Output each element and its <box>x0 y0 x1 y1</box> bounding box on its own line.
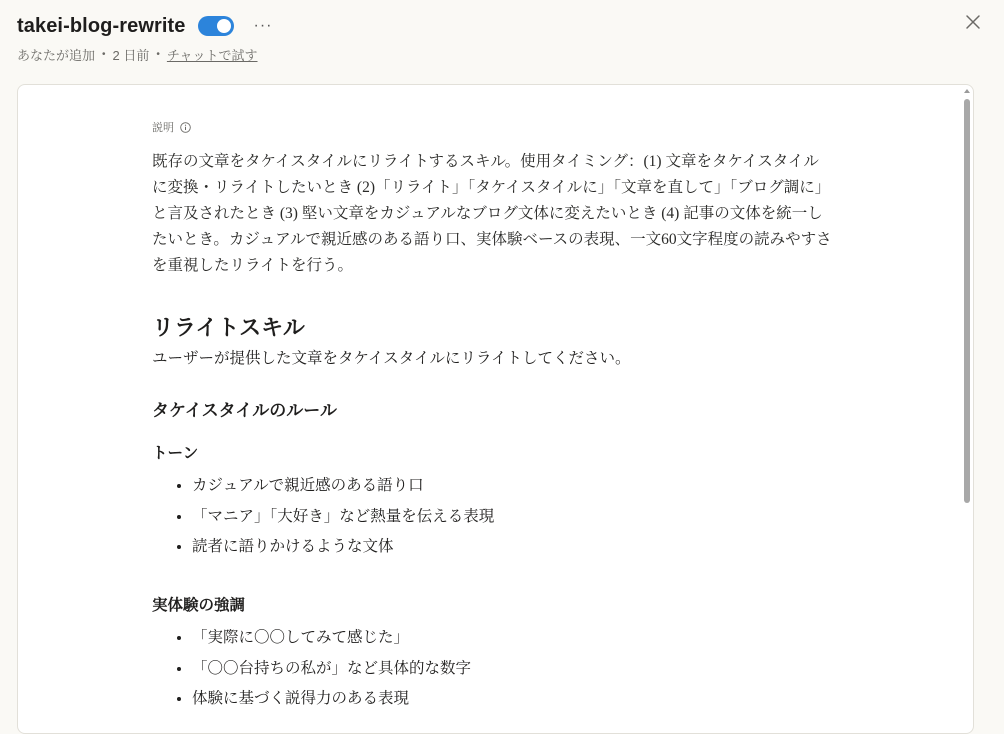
experience-list <box>152 627 832 709</box>
vertical-scrollbar[interactable] <box>962 85 972 733</box>
skill-title: takei-blog-rewrite <box>17 14 186 37</box>
description-label <box>152 119 832 135</box>
skill-content <box>152 119 832 719</box>
enable-toggle[interactable] <box>198 16 234 36</box>
toggle-knob <box>217 19 231 33</box>
tone-list <box>152 475 832 557</box>
description-text: 既存の文章をタケイスタイルにリライトするスキル。使用タイミング：(1) 文章をタケイスタイルに変換・リライトしたいとき (2)「リライト」「タケイスタイルに」「文章を直して」「ブログ調に」と言及されたとき (3) 堅い文章をカジュアルなブログ文体に変えたいとき (4) 記事の文体を統一したいとき。カジュアルで親近感のある語り口、実体験ベースの表現、一文60文字程度の読みやすさを重視したリライトを行う。 <box>152 153 832 274</box>
list-item: • 体験に基づく説得力のある表現 <box>192 688 832 709</box>
skill-heading: リライトスキル <box>152 315 305 340</box>
meta-row <box>17 45 258 64</box>
title-row <box>17 12 272 40</box>
info-icon[interactable] <box>180 122 191 133</box>
scroll-up-arrow-icon[interactable] <box>964 89 970 93</box>
list-item: • 「〇〇台持ちの私が」など具体的な数字 <box>192 658 832 679</box>
separator-dot: • <box>156 49 160 60</box>
section-heading-experience: 実体験の強調 <box>152 597 246 614</box>
time-ago-text: 2 日前 <box>112 48 150 63</box>
close-icon[interactable] <box>964 13 982 31</box>
separator-dot: • <box>102 49 106 60</box>
rules-heading: タケイスタイルのルール <box>152 401 337 420</box>
skill-intro: ユーザーが提供した文章をタケイスタイルにリライトしてください。 <box>152 350 631 367</box>
skill-header <box>0 0 1004 80</box>
section-heading-tone: トーン <box>152 445 199 462</box>
scrollbar-thumb[interactable] <box>964 99 970 503</box>
list-item: • 「実際に〇〇してみて感じた」 <box>192 627 832 648</box>
description-label-text: 説明 <box>152 122 174 134</box>
list-item: • 「マニア」「大好き」など熱量を伝える表現 <box>192 506 832 527</box>
list-item: • カジュアルで親近感のある語り口 <box>192 475 832 496</box>
added-by-text: あなたが追加 <box>17 48 96 63</box>
list-item: • 読者に語りかけるような文体 <box>192 536 832 557</box>
try-in-chat-link[interactable]: チャットで試す <box>166 48 258 63</box>
more-icon[interactable]: ··· <box>253 17 273 34</box>
skill-content-panel[interactable] <box>17 84 974 734</box>
